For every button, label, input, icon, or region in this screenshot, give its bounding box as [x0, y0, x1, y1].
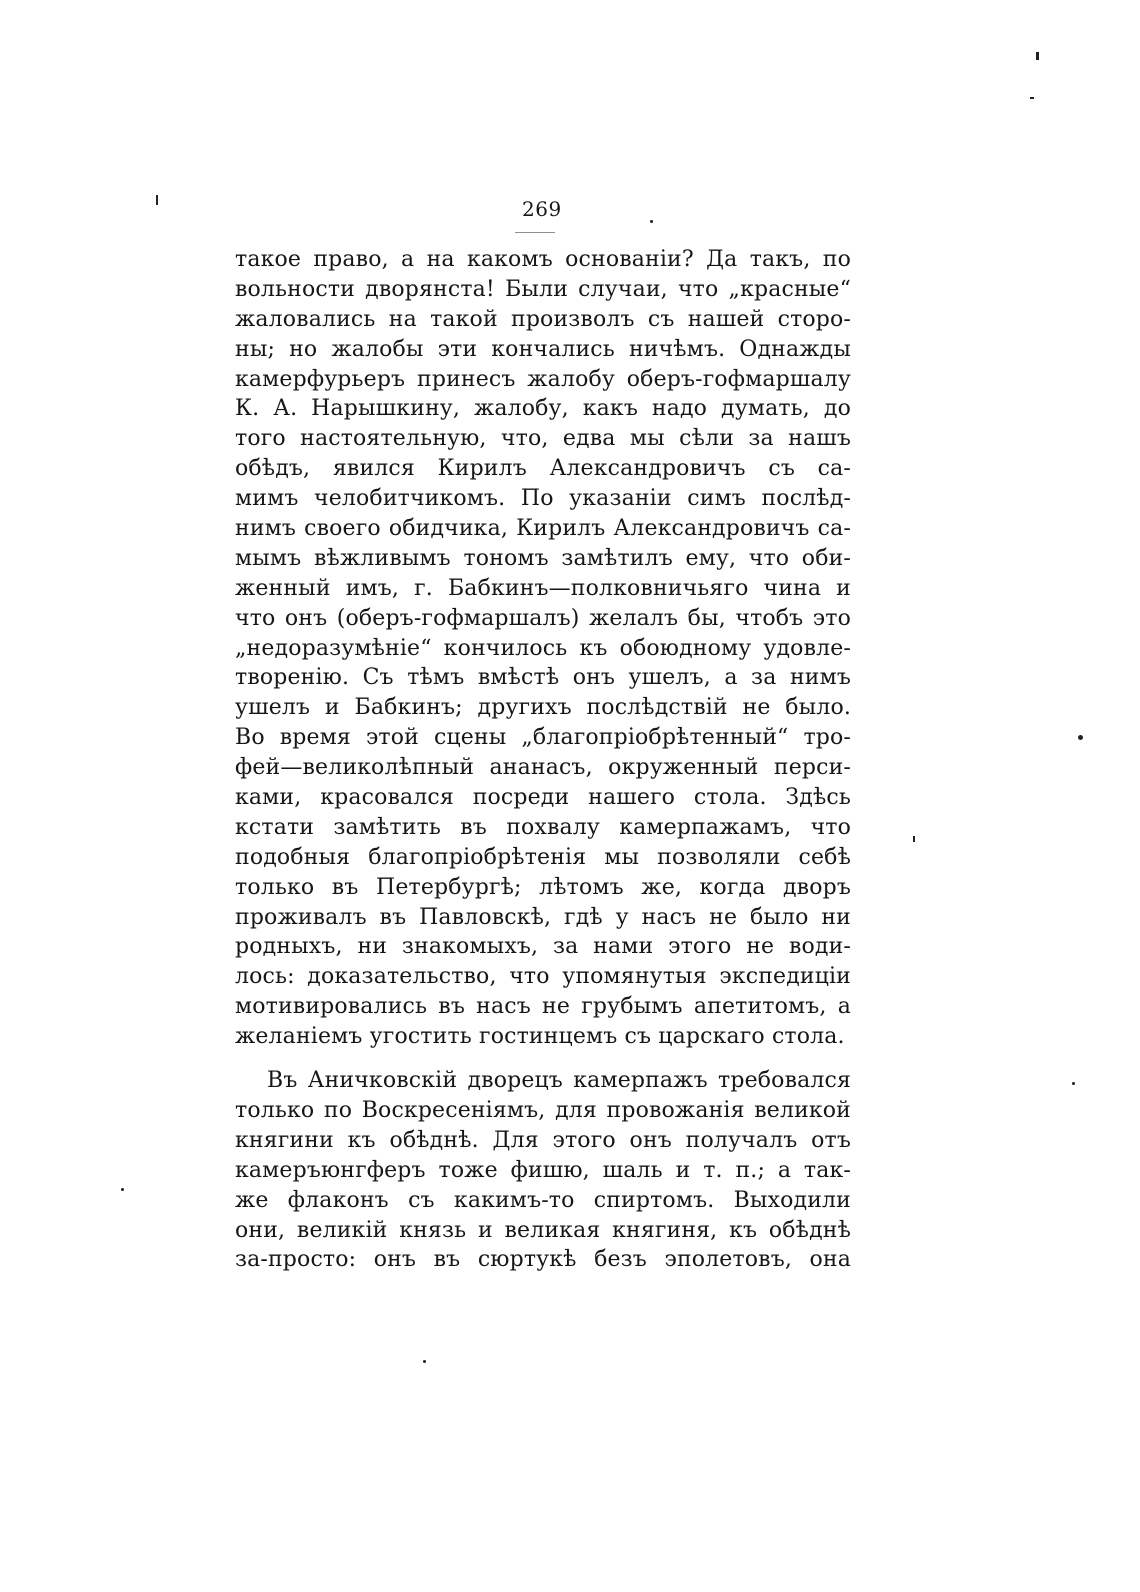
text-line: же флаконъ съ какимъ-то спиртомъ. Выходили — [235, 1187, 851, 1213]
text-line: за-просто: онъ въ сюртукѣ безъ эполетовъ, она — [235, 1247, 851, 1273]
text-line: что онъ (оберъ-гофмаршалъ) желалъ бы, чтобъ это — [235, 605, 851, 631]
text-line: такое право, а на какомъ основаніи? Да такъ, по — [235, 247, 851, 272]
text-line: творенію. Съ тѣмъ вмѣстѣ онъ ушелъ, а за нимъ — [235, 665, 851, 691]
text-line: того настоятельную, что, едва мы сѣли за нашъ — [235, 426, 851, 452]
paragraph-1 — [235, 245, 851, 1052]
text-line: нимъ своего обидчика, Кирилъ Александровичъ са- — [235, 516, 851, 542]
scan-speck — [1036, 52, 1039, 60]
text-line: жаловались на такой произволъ съ нашей сторо- — [235, 306, 851, 332]
scan-speck — [121, 1188, 124, 1191]
text-line: Во время этой сцены „благопріобрѣтенный“ тро- — [235, 725, 851, 751]
text-line: ны; но жалобы эти кончались ничѣмъ. Однажды — [235, 336, 851, 362]
text-line: подобныя благопріобрѣтенія мы позволяли себѣ — [235, 844, 851, 870]
text-line: „недоразумѣніе“ кончилось къ обоюдному удовле- — [235, 635, 851, 661]
text-line: ушелъ и Бабкинъ; другихъ послѣдствій не было. — [235, 695, 851, 721]
text-line: лось: доказательство, что упомянутыя экспедиціи — [235, 964, 851, 990]
text-line: кстати замѣтить въ похвалу камерпажамъ, что — [235, 814, 851, 840]
text-line: К. А. Нарышкину, жалобу, какъ надо думать, до — [235, 396, 851, 422]
text-line: проживалъ въ Павловскѣ, гдѣ у насъ не было ни — [235, 904, 851, 930]
scan-speck — [423, 1360, 426, 1363]
body-text — [235, 245, 851, 1275]
scan-speck — [913, 836, 915, 842]
scan-speck — [1078, 735, 1083, 740]
text-line: родныхъ, ни знакомыхъ, за нами этого не води- — [235, 934, 851, 960]
text-line: Въ Аничковскій дворецъ камерпажъ требовался — [267, 1068, 851, 1094]
text-line: мимъ челобитчикомъ. По указаніи симъ послѣд- — [235, 486, 851, 512]
scan-speck — [1072, 1082, 1075, 1085]
text-line: только въ Петербургѣ; лѣтомъ же, когда дворъ — [235, 874, 851, 900]
text-line: обѣдъ, явился Кирилъ Александровичъ съ са- — [235, 456, 851, 482]
text-line: мотивировались въ насъ не грубымъ апетитомъ, а — [235, 994, 851, 1020]
scan-speck — [1030, 97, 1034, 99]
text-line: они, великій князь и великая княгиня, къ обѣднѣ — [235, 1217, 851, 1243]
text-line: ками, красовался посреди нашего стола. Здѣсь — [235, 785, 851, 811]
text-line: княгини къ обѣднѣ. Для этого онъ получалъ отъ — [235, 1127, 851, 1153]
text-line: мымъ вѣжливымъ тономъ замѣтилъ ему, что оби- — [235, 545, 851, 571]
text-line: камерфурьеръ принесъ жалобу оберъ-гофмаршалу — [235, 366, 851, 392]
text-line: камеръюнгферъ тоже фишю, шаль и т. п.; а так- — [235, 1157, 851, 1183]
text-line: желаніемъ угостить гостинцемъ съ царскаго стола. — [235, 1024, 845, 1050]
scan-speck — [156, 195, 158, 205]
text-line: только по Воскресеніямъ, для провожанія великой — [235, 1097, 851, 1123]
text-line: фей—великолѣпный ананасъ, окруженный перси- — [235, 755, 851, 781]
scan-speck — [515, 232, 555, 233]
text-line: вольности дворянста! Были случаи, что „красные“ — [235, 276, 851, 302]
text-line: женный имъ, г. Бабкинъ—полковничьяго чина и — [235, 575, 851, 601]
page-number: 269 — [522, 197, 562, 221]
paragraph-2 — [235, 1066, 851, 1275]
scan-speck — [650, 220, 653, 223]
